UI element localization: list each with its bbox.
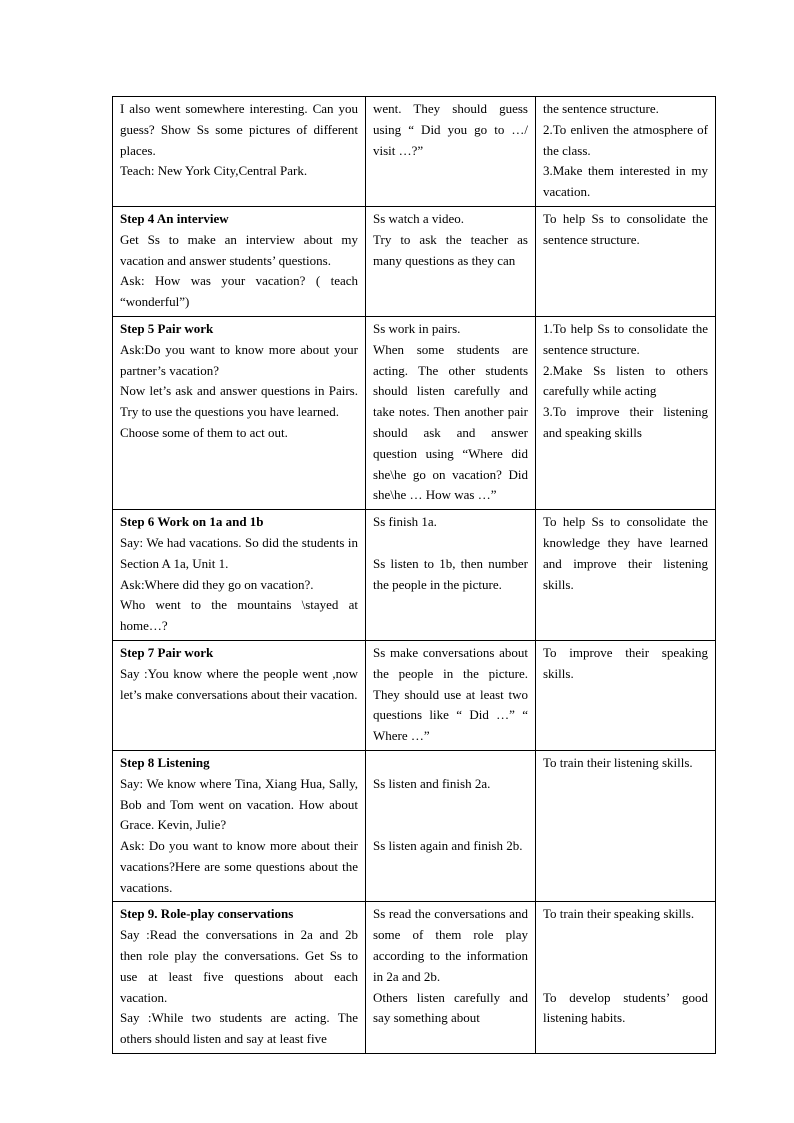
teacher-activity-cell bbox=[113, 316, 366, 509]
paragraph: Ask:Do you want to know more about your partner’s vacation? bbox=[120, 341, 358, 378]
paragraph: Who went to the mountains \stayed at home…? bbox=[120, 597, 358, 634]
table-row bbox=[113, 316, 716, 509]
student-activity-cell bbox=[366, 206, 536, 316]
paragraph: Say: We had vacations. So did the students in Section A 1a, Unit 1. bbox=[120, 534, 358, 571]
paragraph: To train their speaking skills. bbox=[543, 906, 695, 922]
paragraph: Ask: How was your vacation? ( teach “wonderful”) bbox=[120, 273, 358, 310]
purpose-cell bbox=[536, 510, 716, 641]
paragraph: 2.To enliven the atmosphere of the class. bbox=[543, 121, 708, 158]
paragraph: When some students are acting. The other students should listen carefully and take notes. Then another pair should ask and answer question using “Where did she\he go on vacation? Did she\he … How was …” bbox=[373, 341, 528, 503]
paragraph: Try to ask the teacher as many questions as they can bbox=[373, 231, 528, 268]
paragraph: 3.To improve their listening and speaking skills bbox=[543, 404, 708, 440]
blank-line bbox=[543, 967, 708, 988]
table-row bbox=[113, 97, 716, 207]
lesson-plan-body bbox=[113, 97, 716, 1054]
teacher-activity-cell bbox=[113, 750, 366, 902]
student-activity-cell bbox=[366, 316, 536, 509]
paragraph: 3.Make them interested in my vacation. bbox=[543, 163, 708, 200]
paragraph: Ss listen again and finish 2b. bbox=[373, 838, 523, 854]
teacher-activity-cell bbox=[113, 902, 366, 1054]
paragraph: Ss read the conversations and some of them role play according to the information in 2a and 2b. bbox=[373, 906, 528, 984]
table-row bbox=[113, 902, 716, 1054]
paragraph: 2.Make Ss listen to others carefully while acting bbox=[543, 362, 708, 399]
paragraph: Ss make conversations about the people in the picture. They should use at least two questions like “ Did …” “ Where …” bbox=[373, 644, 528, 744]
table-row bbox=[113, 206, 716, 316]
paragraph: Teach: New York City,Central Park. bbox=[120, 163, 308, 179]
lesson-plan-table bbox=[112, 96, 716, 1054]
paragraph: To improve their speaking skills. bbox=[543, 644, 708, 681]
step-title: Step 6 Work on 1a and 1b bbox=[120, 514, 264, 530]
paragraph: Ask:Where did they go on vacation?. bbox=[120, 576, 314, 592]
purpose-cell bbox=[536, 97, 716, 207]
purpose-cell bbox=[536, 902, 716, 1054]
student-activity-cell bbox=[366, 640, 536, 750]
paragraph: To help Ss to consolidate the knowledge they have learned and improve their listening skills. bbox=[543, 514, 708, 592]
blank-line bbox=[373, 815, 528, 836]
paragraph: To develop students’ good listening habits. bbox=[543, 989, 708, 1026]
step-title: Step 7 Pair work bbox=[120, 644, 214, 660]
paragraph: Ss finish 1a. bbox=[373, 514, 437, 530]
paragraph: Others listen carefully and say something about bbox=[373, 989, 528, 1026]
blank-line bbox=[543, 925, 708, 946]
step-title: Step 4 An interview bbox=[120, 210, 229, 226]
blank-line bbox=[373, 533, 528, 554]
student-activity-cell bbox=[366, 750, 536, 902]
teacher-activity-cell bbox=[113, 510, 366, 641]
teacher-activity-cell bbox=[113, 206, 366, 316]
table-row bbox=[113, 750, 716, 902]
table-row bbox=[113, 640, 716, 750]
paragraph: the sentence structure. bbox=[543, 101, 659, 116]
purpose-cell bbox=[536, 640, 716, 750]
table-row bbox=[113, 510, 716, 641]
paragraph: Ss listen and finish 2a. bbox=[373, 775, 491, 791]
step-title: Step 8 Listening bbox=[120, 754, 210, 770]
purpose-cell bbox=[536, 206, 716, 316]
paragraph: Ask: Do you want to know more about their vacations?Here are some questions about the vacations. bbox=[120, 838, 358, 895]
paragraph: Ss watch a video. bbox=[373, 210, 464, 226]
blank-line bbox=[373, 795, 528, 816]
purpose-cell bbox=[536, 750, 716, 902]
paragraph: Get Ss to make an interview about my vacation and answer students’ questions. bbox=[120, 231, 358, 268]
purpose-cell bbox=[536, 316, 716, 509]
paragraph: Ss work in pairs. bbox=[373, 320, 461, 336]
paragraph: 1.To help Ss to consolidate the sentence structure. bbox=[543, 320, 708, 357]
blank-line bbox=[373, 753, 528, 774]
paragraph: Ss listen to 1b, then number the people in the picture. bbox=[373, 555, 528, 592]
step-title: Step 9. Role-play conservations bbox=[120, 906, 294, 922]
paragraph: went. They should guess using “ Did you go to …/ visit …?” bbox=[373, 101, 528, 158]
step-title: Step 5 Pair work bbox=[120, 320, 214, 336]
teacher-activity-cell bbox=[113, 97, 366, 207]
paragraph: Choose some of them to act out. bbox=[120, 424, 288, 440]
paragraph: To help Ss to consolidate the sentence structure. bbox=[543, 210, 708, 247]
paragraph: To train their listening skills. bbox=[543, 754, 693, 770]
teacher-activity-cell bbox=[113, 640, 366, 750]
paragraph: Now let’s ask and answer questions in Pairs. Try to use the questions you have learned. bbox=[120, 383, 358, 420]
paragraph: Say :You know where the people went ,now let’s make conversations about their vacation. bbox=[120, 665, 358, 702]
blank-line bbox=[543, 946, 708, 967]
student-activity-cell bbox=[366, 510, 536, 641]
paragraph: Say: We know where Tina, Xiang Hua, Sally, Bob and Tom went on vacation. How about Grace. Kevin, Julie? bbox=[120, 775, 358, 833]
paragraph: I also went somewhere interesting. Can you guess? Show Ss some pictures of different places. bbox=[120, 101, 358, 158]
student-activity-cell bbox=[366, 902, 536, 1054]
paragraph: Say :Read the conversations in 2a and 2b then role play the conversations. Get Ss to use at least five questions about each vacation. bbox=[120, 927, 358, 1005]
paragraph: Say :While two students are acting. The others should listen and say at least five bbox=[120, 1010, 358, 1047]
student-activity-cell bbox=[366, 97, 536, 207]
